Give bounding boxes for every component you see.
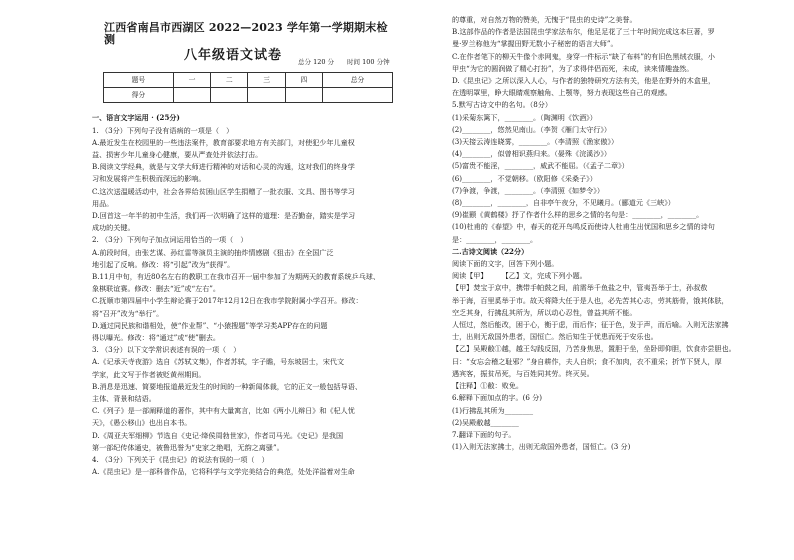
score-cell: 三 (248, 73, 285, 88)
right-text-line: 【甲】焚宝于京中，携带手帕鼓之间，前需举千鱼盐之中，管夷吾举于士，孙叔敖 (452, 283, 708, 293)
left-text-line: 益、损害少年儿童身心健康，要从严查处并依法打击。 (92, 150, 263, 160)
score-table-score-row (104, 88, 393, 103)
left-text-line: A.最近发生在校园里的一些违法案件，教育部要求地方有关部门，对使犯少年儿童权 (92, 137, 355, 147)
left-text-line: 第一部纪传体通史，被鲁迅誉为“史家之绝唱，无韵之离骚”。 (92, 442, 284, 452)
left-text-line: 地引起了反响。修改：将“引起”改为“获得”。 (92, 259, 235, 269)
left-text-line: 象棋联谊赛。修改：删去“近”或“左右”。 (92, 284, 221, 294)
school-title: 江西省南昌市西湖区 2022—2023 学年第一学期期末检测 (104, 21, 388, 47)
left-text-line: 学家，此文写于作者被贬黄州期间。 (92, 369, 206, 379)
score-table (103, 72, 393, 103)
right-text-line: (4)________，似曾相识燕归来。（晏殊《浣溪沙》） (452, 149, 612, 159)
right-text-line: B.这部作品的作者是法国昆虫学家法布尔，他足足花了三十年时间完成这本巨著，罗 (452, 27, 715, 37)
score-cell (248, 88, 285, 103)
left-text-line: 主体、背景和结语。 (92, 394, 156, 404)
right-text-line: (8)________，________，自非亭午夜分，不见曦月。（郦道元《三峡》） (452, 198, 675, 208)
right-text-line: 曰：“女忘会稽之耻邪？”身自耕作，夫人自织；食不加肉，衣不重采；折节下贤人，厚 (452, 356, 722, 366)
score-cell: 总分 (323, 73, 393, 88)
exam-meta: 总分 120 分 时间 100 分钟 (298, 58, 390, 67)
left-text-line: D.《周亚夫军细柳》节选自《史记·绛侯周勃世家》，作者司马光。《史记》是我国 (92, 430, 344, 440)
left-text-line: 成功的关键。 (92, 223, 135, 233)
left-text-line: 将“召开”改为“举行”。 (92, 308, 164, 318)
right-text-line: 是：________，________。 (452, 234, 538, 244)
right-text-line: 7.翻译下面的句子。 (452, 429, 516, 439)
left-text-line: C.《列子》是一部阐释道的著作，其中有大量寓言，比如《两小儿辩日》和《杞人忧 (92, 406, 355, 416)
left-text-line: B.阅读文学经典，就是与文学大师进行精神的对话和心灵的沟通，这对我们的终身学 (92, 162, 355, 172)
score-cell: 四 (285, 73, 322, 88)
right-text-line: (10)杜甫的《春望》中，春天的花开鸟鸣反而使诗人杜甫生出忧国和思乡之情的诗句 (452, 222, 715, 232)
left-text-line: A.《昆虫记》是一部科普作品，它将科学与文学完美结合的典范，处处洋溢着对生命 (92, 467, 355, 477)
right-text-line: (1)行拂乱其所为________ (452, 405, 533, 415)
right-text-line: (2)________，悠然见南山。（李贺《雁门太守行》） (452, 124, 612, 134)
left-text-line: D.回首这一年半的初中生活，我们再一次明确了这样的道理：是否勤奋，踏实是学习 (92, 211, 356, 221)
right-text-line: (1)采菊东篱下，________。（陶渊明《饮酒》） (452, 112, 597, 122)
right-text-line: D.《昆虫记》之所以深入人心，与作者的独特研究方法有关，他是在野外的木盒里， (452, 76, 716, 86)
right-text-line: 6.解释下面加点的字。(6 分) (452, 393, 543, 403)
exam-title: 八年级语文试卷 (184, 48, 283, 64)
score-cell (211, 88, 248, 103)
right-text-line: 曼·罗兰称他为“掌握田野无数小子秘密的语言大师”。 (452, 39, 618, 49)
right-text-line: (2)吴殿敝越________ (452, 417, 519, 427)
left-text-line: 3. （3分）以下文学常识表述有误的一项（ ） (92, 345, 241, 355)
left-text-line: A.前段时间，由张艺谋、孙红雷等演员主演的抽炸情感剧《狙击》在全国广泛 (92, 247, 334, 257)
left-text-line: 天》，《愚公移山》也出自本书。 (92, 418, 192, 428)
left-text-line: B.消息是迅速、简要地报道最近发生的时间的一种新闻体裁，它的正文一般包括导语、 (92, 381, 362, 391)
right-text-line: 士，出则无敌国外患者，国恒亡。然后知生于忧患而死于安乐也。 (452, 332, 658, 342)
score-table-header-row (104, 73, 393, 88)
right-text-line: 举于海，百里奚举于市。故天将降大任于是人也，必先苦其心志，劳其筋骨，饿其体肤， (452, 295, 729, 305)
score-cell: 一 (173, 73, 210, 88)
right-text-line: 【乙】吴殿敝①越，越王勾践反国，乃苦身焦思，置胆于坐，坐卧即仰胆，饮食亦尝胆也。 (452, 344, 736, 354)
right-text-line: (5)富贵不能淫，________，威武不能屈。（《孟子二章》） (452, 161, 629, 171)
left-text-line: B.11月中旬，有近80名左右的教职工在我市召开一届中参加了为期两天的教育系统乒乓球、 (92, 272, 380, 282)
right-text-line: 在透明罩里，睁大眼睛观察触角、上颚等，努力表现这些自己的观感。 (452, 88, 672, 98)
right-text-line: 阅读【甲】 【乙】文，完成下列小题。 (452, 271, 587, 281)
left-text-line: A.《记承天寺夜游》选自《苏轼文集》，作者苏轼，字子瞻，号东坡居士，宋代文 (92, 357, 345, 367)
score-cell (173, 88, 210, 103)
left-text-line: 习和发展将产生积极而深远的影响。 (92, 174, 206, 184)
score-cell (285, 88, 322, 103)
score-cell: 题号 (104, 73, 174, 88)
right-text-line: 阅读下面的文字，回答下列小题。 (452, 259, 559, 269)
right-text-line: 人恒过，然后能改，困于心，衡于虑，而后作；征于色，发于声，而后喻。入则无法家拂 (452, 320, 729, 330)
right-text-line: 5.默写古诗文中的名句。（8分） (452, 100, 552, 110)
right-text-line: (9)崔颢《黄鹤楼》抒了作者什么样的思乡之情的名句是：________，________。 (452, 210, 704, 220)
score-cell (323, 88, 393, 103)
right-text-line: 【注释】①敝：败免。 (452, 381, 523, 391)
right-column (452, 14, 764, 453)
right-text-line: (7)争渡，争渡，________。（李清照《如梦令》） (452, 185, 604, 195)
left-text-line: 1. （3分）下列句子没有语病的一项是（ ） (92, 125, 234, 135)
left-text-line: 用品。 (92, 198, 114, 208)
score-cell: 二 (211, 73, 248, 88)
right-text-line: (3)天接云涛连晓雾，________。（李清照《渔家傲》） (452, 137, 619, 147)
left-text-line: D.通过同民族和谐相处，使“作业帮”、“小猿搜题”等学习类APP存在的问题 (92, 320, 328, 330)
right-text-line: 二.古诗文阅读（22分） (452, 246, 529, 256)
left-text-body (92, 112, 392, 478)
right-text-line: 空乏其身，行拂乱其所为，所以动心忍性，曾益其所不能。 (452, 307, 637, 317)
right-text-line: 甲虫“为它的圆润做了精心打扮”，为了求得伴侣而死，未成，读来情趣盎然。 (452, 63, 694, 73)
exam-title-row (92, 50, 392, 70)
right-text-line: 的尊重，对自然万物的赞美，无愧于“昆虫的史诗”之美誉。 (452, 15, 637, 24)
left-text-line: C.这次送温暖活动中，社会各界给贫困山区学生捐赠了一批衣服、文具、图书等学习 (92, 186, 355, 196)
right-text-line: (1)入则无法家拂士，出则无敌国外患者，国恒亡。(3 分) (452, 442, 631, 452)
left-text-line: 得以曝光。修改：将“通过”或“使”删去。 (92, 333, 221, 343)
right-text-line: (6)________，不觉朝移。（欧阳修《采桑子》） (452, 173, 597, 183)
left-text-line: 4. （3分）下列关于《昆虫记》的说法有误的一项（ ） (92, 455, 269, 465)
right-text-line: 遇宾客，振贫吊死，与百姓同其劳。终灭吴。 (452, 368, 594, 378)
left-text-line: 2. （3分）下列句子加点词运用恰当的一项（ ） (92, 235, 248, 245)
right-text-body (452, 14, 764, 453)
left-column (92, 14, 392, 479)
left-text-line: 一、语言文字运用 · (25分) (92, 113, 180, 123)
score-cell: 得分 (104, 88, 174, 103)
right-text-line: C.在作者笔下的柳天牛像个赤网鬼，身穿一件标示“缺了布料”的有旧色黑绒衣服，小 (452, 51, 715, 61)
left-text-line: C.抚顺市第四届中小学生辩论赛于2017年12月12日在我市学院附属小学召开。修改： (92, 296, 363, 306)
